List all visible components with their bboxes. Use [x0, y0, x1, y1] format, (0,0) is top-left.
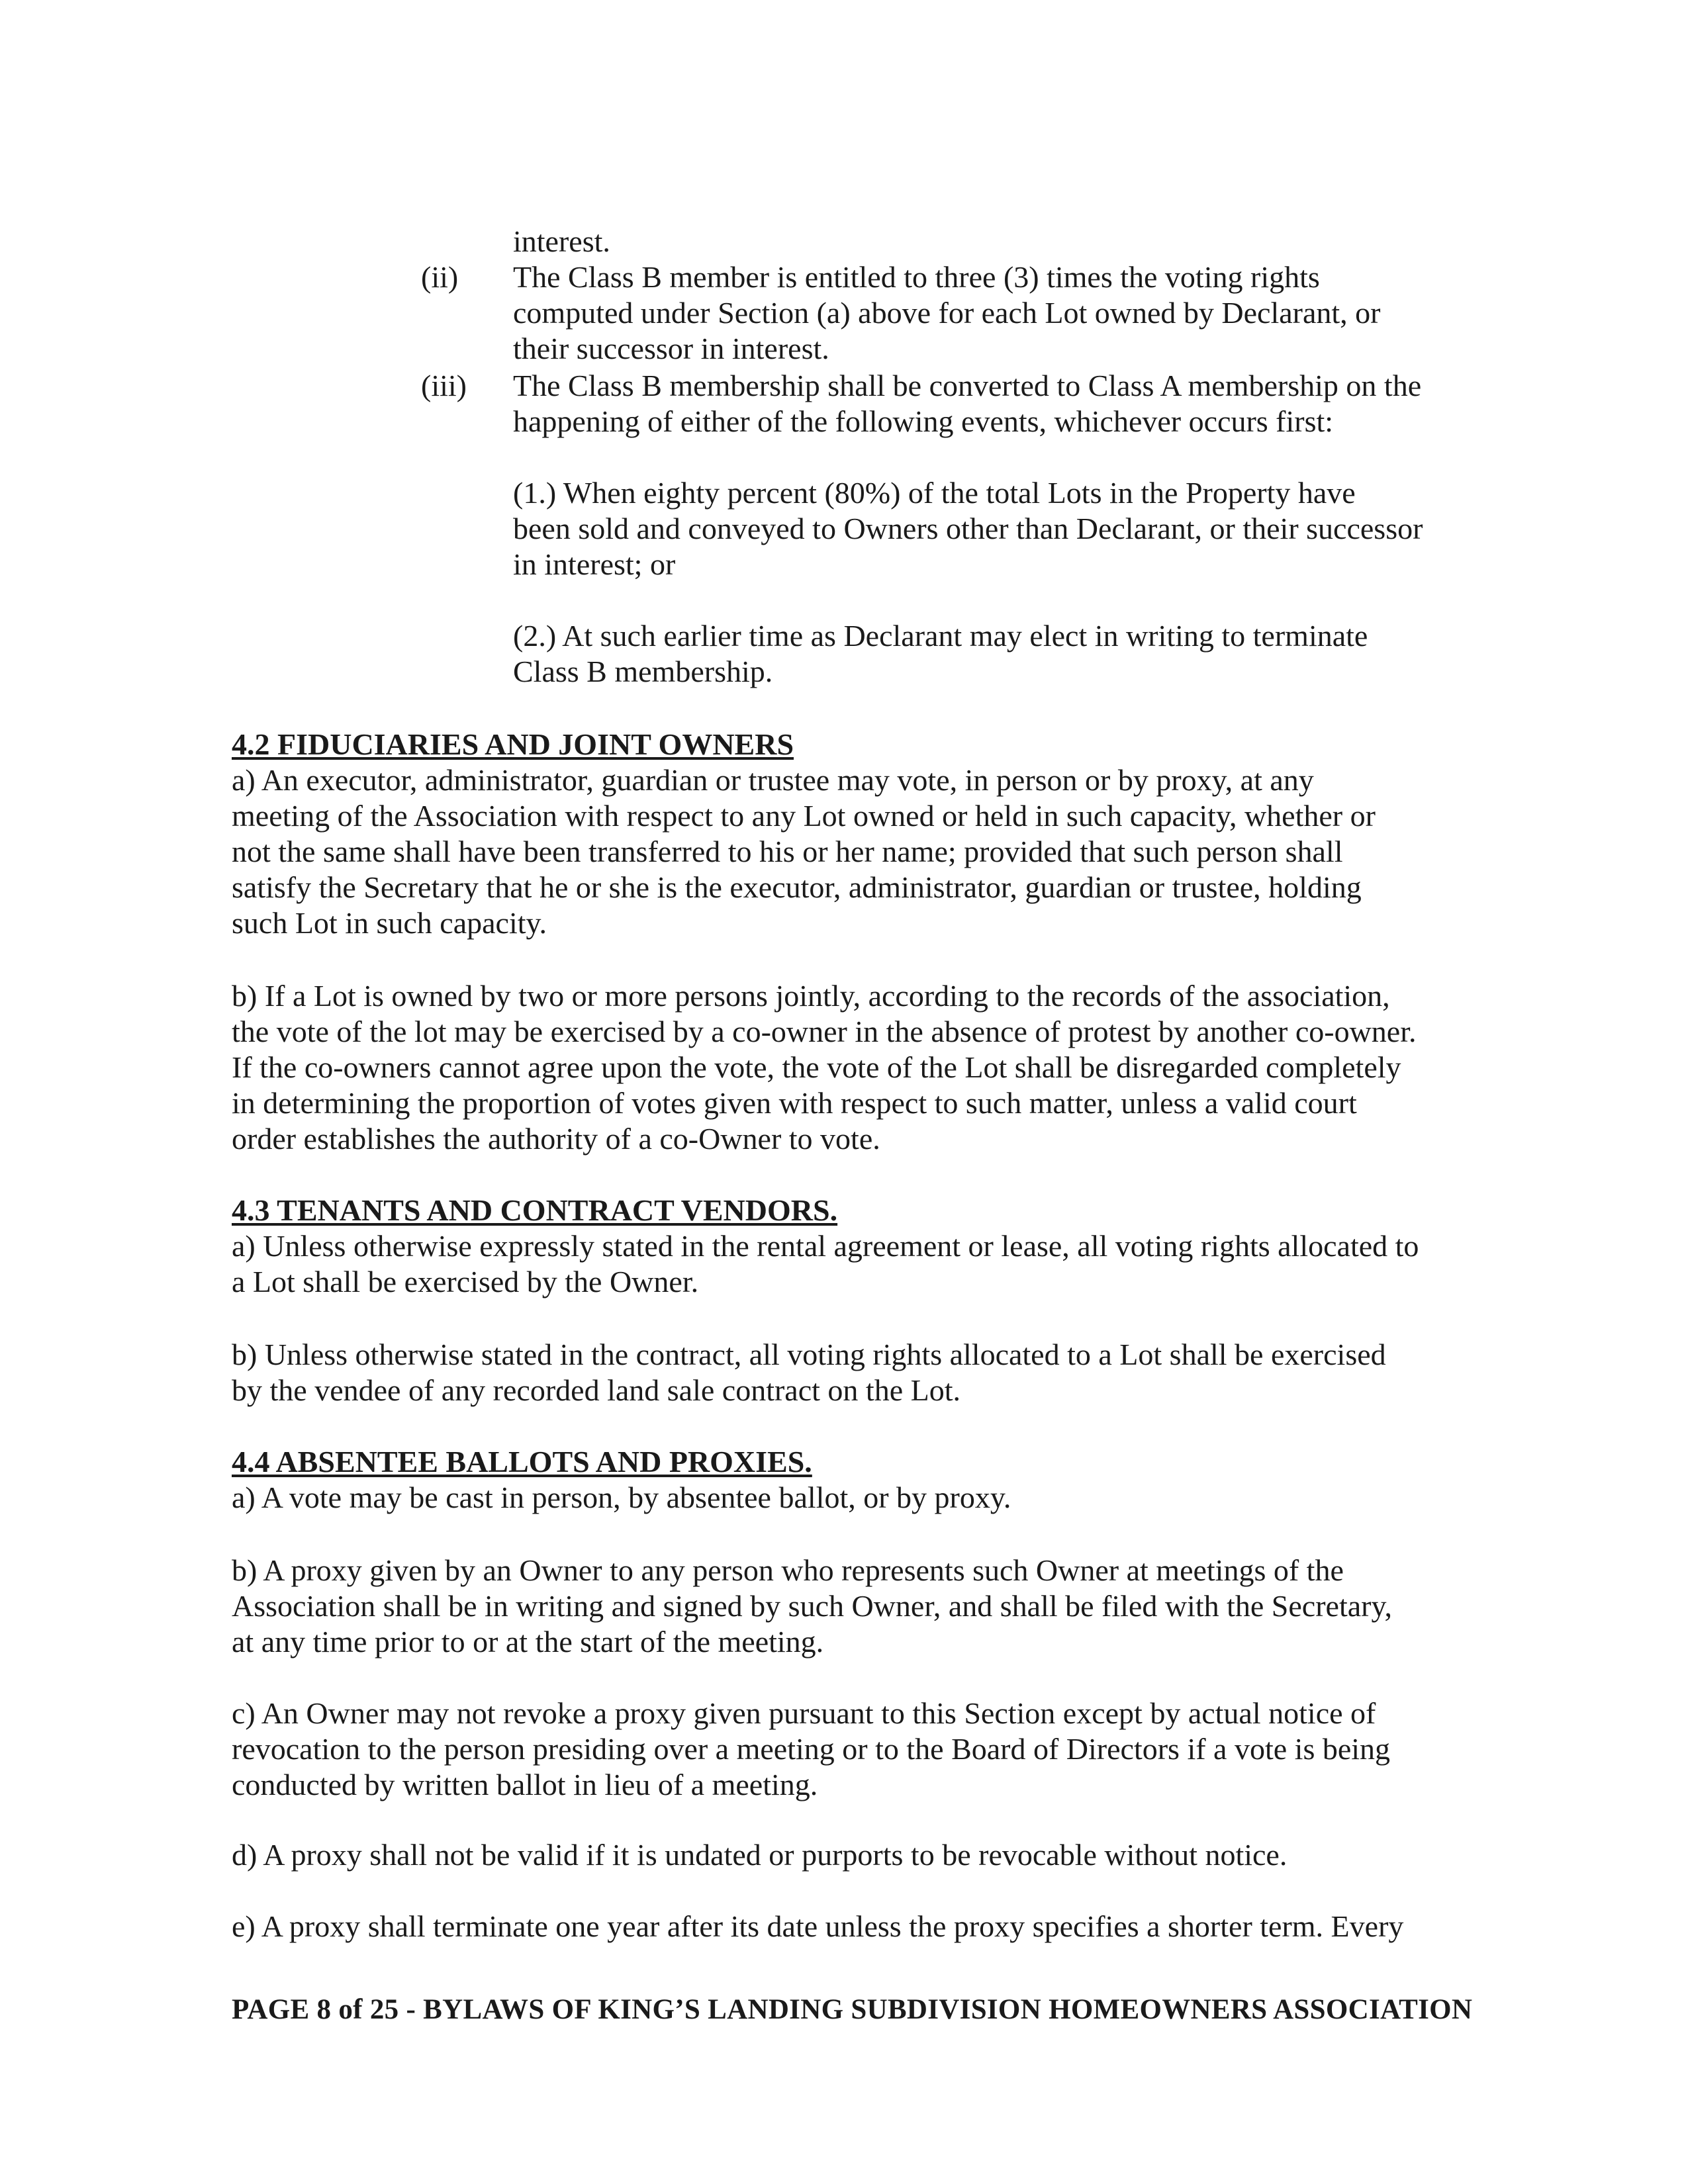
text-line: e) A proxy shall terminate one year after its date unless the proxy specifies a shorter term. Every: [232, 1909, 1404, 1943]
text-line: (2.) At such earlier time as Declarant may elect in writing to terminate: [513, 619, 1368, 653]
text-line: b) Unless otherwise stated in the contract, all voting rights allocated to a Lot shall be exercised: [232, 1338, 1386, 1371]
text-line: revocation to the person presiding over a meeting or to the Board of Directors if a vote is being: [232, 1732, 1391, 1766]
text-line: (1.) When eighty percent (80%) of the total Lots in the Property have: [513, 476, 1356, 510]
text-line: Class B membership.: [513, 655, 773, 688]
text-line: conducted by written ballot in lieu of a meeting.: [232, 1768, 818, 1801]
text-line: their successor in interest.: [513, 332, 829, 365]
paragraph: [232, 1696, 1476, 1803]
text-line: meeting of the Association with respect to any Lot owned or held in such capacity, whether or: [232, 799, 1376, 833]
text-line: The Class B member is entitled to three (3) times the voting rights: [513, 260, 1320, 294]
text-line: a Lot shall be exercised by the Owner.: [232, 1265, 699, 1298]
continuation-text: interest.: [513, 224, 610, 258]
section-heading-4-3: 4.3 TENANTS AND CONTRACT VENDORS.: [232, 1193, 838, 1227]
text-line: at any time prior to or at the start of the meeting.: [232, 1625, 824, 1659]
item-numeral-ii: (ii): [421, 260, 459, 294]
item-ii-text: [513, 259, 1479, 367]
text-line: in determining the proportion of votes given with respect to such matter, unless a valid court: [232, 1086, 1357, 1120]
text-line: happening of either of the following events, whichever occurs first:: [513, 404, 1334, 438]
page-footer: PAGE 8 of 25 - BYLAWS OF KING’S LANDING SUBDIVISION HOMEOWNERS ASSOCIATION: [232, 1994, 1473, 2025]
text-line: a) Unless otherwise expressly stated in the rental agreement or lease, all voting rights allocated to: [232, 1229, 1419, 1263]
section-heading-4-4: 4.4 ABSENTEE BALLOTS AND PROXIES.: [232, 1445, 812, 1479]
text-line: If the co-owners cannot agree upon the vote, the vote of the Lot shall be disregarded completely: [232, 1050, 1401, 1084]
text-line: not the same shall have been transferred to his or her name; provided that such person shall: [232, 835, 1343, 868]
paragraph: [232, 1837, 1476, 1873]
text-line: the vote of the lot may be exercised by a co-owner in the absence of protest by another co-owner.: [232, 1015, 1417, 1048]
text-line: been sold and conveyed to Owners other than Declarant, or their successor: [513, 512, 1423, 545]
paragraph: [232, 1228, 1476, 1300]
paragraph: [232, 762, 1476, 941]
paragraph: [232, 1480, 1476, 1516]
text-line: c) An Owner may not revoke a proxy given pursuant to this Section except by actual notice of: [232, 1696, 1376, 1730]
text-line: a) An executor, administrator, guardian or trustee may vote, in person or by proxy, at any: [232, 763, 1314, 797]
text-line: b) If a Lot is owned by two or more persons jointly, according to the records of the association,: [232, 979, 1390, 1013]
text-line: by the vendee of any recorded land sale contract on the Lot.: [232, 1373, 961, 1407]
paragraph: [232, 1337, 1476, 1408]
text-line: b) A proxy given by an Owner to any person who represents such Owner at meetings of the: [232, 1553, 1344, 1587]
text-line: in interest; or: [513, 547, 676, 581]
paragraph: [232, 978, 1476, 1157]
text-line: Association shall be in writing and signed by such Owner, and shall be filed with the Secretary,: [232, 1589, 1392, 1623]
item-iii-text: [513, 368, 1479, 439]
text-line: computed under Section (a) above for each Lot owned by Declarant, or: [513, 296, 1381, 330]
text-line: a) A vote may be cast in person, by absentee ballot, or by proxy.: [232, 1480, 1011, 1514]
text-line: d) A proxy shall not be valid if it is undated or purports to be revocable without notice.: [232, 1838, 1288, 1872]
text-line: such Lot in such capacity.: [232, 906, 547, 940]
item-numeral-iii: (iii): [421, 369, 467, 402]
section-heading-4-2: 4.2 FIDUCIARIES AND JOINT OWNERS: [232, 727, 794, 761]
text-line: order establishes the authority of a co-Owner to vote.: [232, 1122, 880, 1156]
event-2-text: [513, 618, 1479, 690]
paragraph: [232, 1909, 1476, 1944]
event-1-text: [513, 475, 1479, 582]
text-line: satisfy the Secretary that he or she is the executor, administrator, guardian or trustee, holding: [232, 870, 1362, 904]
paragraph: [232, 1553, 1476, 1660]
text-line: The Class B membership shall be converted to Class A membership on the: [513, 369, 1422, 402]
